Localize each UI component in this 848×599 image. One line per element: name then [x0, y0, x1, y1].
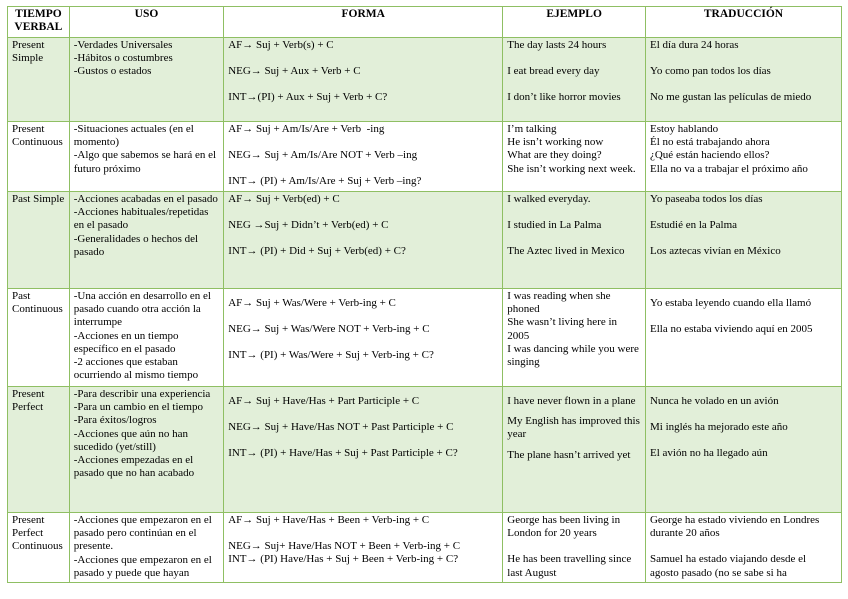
header-uso: USO — [69, 7, 223, 38]
ejemplo-line: She isn’t working next week. — [507, 162, 636, 175]
ejemplo-line: I was reading when she phoned — [507, 290, 614, 316]
ejemplo-cell — [503, 289, 646, 387]
forma-cell — [224, 387, 503, 513]
traduccion-line: Yo paseaba todos los días — [649, 193, 763, 205]
traduccion-line: Ella no va a trabajar el próximo año — [649, 162, 808, 175]
forma-int: INT→ (PI) + Have/Has + Suj + Past Participle + C? — [228, 447, 458, 460]
uso-line: -Situaciones actuales (en el momento) — [73, 123, 197, 149]
ejemplo-line: George has been living in London for 20 years — [507, 514, 623, 540]
uso-cell — [69, 289, 223, 387]
ejemplo-line: What are they doing? — [507, 149, 602, 162]
forma-neg: NEG→ Suj + Aux + Verb + C — [228, 65, 361, 78]
uso-line: -Acciones acabadas en el pasado — [73, 193, 218, 205]
ejemplo-line: The Aztec lived in Mexico — [507, 245, 625, 258]
ejemplo-line: I eat bread every day — [507, 65, 600, 78]
uso-line: -Acciones habituales/repetidas en el pasado — [73, 206, 212, 232]
uso-line: -Acciones empezadas en el pasado que no han acabado — [73, 454, 196, 480]
forma-af: AF→ Suj + Am/Is/Are + Verb -ing — [228, 123, 385, 135]
tense-cell: Present Perfect — [8, 387, 70, 513]
forma-cell — [224, 122, 503, 192]
uso-line: -Acciones que aún no han sucedido (yet/still) — [73, 427, 191, 453]
ejemplo-cell — [503, 192, 646, 289]
forma-int: INT→ (PI) + Was/Were + Suj + Verb-ing + C? — [228, 349, 434, 362]
table-row — [8, 38, 842, 122]
traduccion-line: El avión no ha llegado aún — [649, 447, 768, 460]
uso-line: -Generalidades o hechos del pasado — [73, 232, 201, 258]
header-traduccion: TRADUCCIÓN — [645, 7, 841, 38]
ejemplo-line: I’m talking — [507, 123, 557, 135]
traduccion-cell — [645, 38, 841, 122]
traduccion-line: Yo estaba leyendo cuando ella llamó — [649, 297, 812, 309]
header-forma: FORMA — [224, 7, 503, 38]
uso-cell — [69, 192, 223, 289]
traduccion-cell — [645, 122, 841, 192]
uso-line: -Una acción en desarrollo en el pasado cuando otra acción la interrumpe — [73, 290, 214, 329]
traduccion-line: Samuel ha estado viajando desde el agosto pasado (no se sabe si ha — [649, 553, 809, 579]
forma-af: AF→ Suj + Verb(ed) + C — [228, 193, 340, 205]
traduccion-line: ¿Qué están haciendo ellos? — [649, 149, 770, 162]
traduccion-line: Estudié en la Palma — [649, 219, 738, 232]
traduccion-cell — [645, 289, 841, 387]
forma-af: AF→ Suj + Have/Has + Been + Verb-ing + C — [228, 514, 430, 526]
table-row — [8, 122, 842, 192]
traduccion-line: No me gustan las películas de miedo — [649, 91, 812, 104]
traduccion-cell — [645, 387, 841, 513]
ejemplo-cell — [503, 122, 646, 192]
tense-cell: Past Simple — [8, 192, 70, 289]
ejemplo-line: I walked everyday. — [507, 193, 591, 205]
verb-tenses-table — [7, 6, 842, 583]
tense-cell: Present Simple — [8, 38, 70, 122]
forma-cell — [224, 289, 503, 387]
forma-neg: NEG→ Suj + Am/Is/Are NOT + Verb –ing — [228, 149, 418, 162]
traduccion-line: Yo como pan todos los días — [649, 65, 771, 78]
ejemplo-line: I don’t like horror movies — [507, 91, 621, 104]
traduccion-line: Estoy hablando — [649, 123, 719, 135]
forma-cell — [224, 38, 503, 122]
forma-neg: NEG→ Suj+ Have/Has NOT + Been + Verb-ing + C — [228, 540, 461, 553]
tense-cell: Present Perfect Continuous — [8, 513, 70, 583]
tense-cell: Past Continuous — [8, 289, 70, 387]
uso-line: -2 acciones que estaban ocurriendo al mismo tiempo — [73, 356, 199, 382]
uso-line: -Para describir una experiencia — [73, 388, 211, 400]
ejemplo-line: I have never flown in a plane — [507, 395, 636, 407]
table-row — [8, 289, 842, 387]
traduccion-line: Ella no estaba viviendo aquí en 2005 — [649, 323, 813, 336]
table-row — [8, 387, 842, 513]
traduccion-line: George ha estado viviendo en Londres durante 20 años — [649, 514, 823, 540]
uso-line: -Algo que sabemos se hará en el futuro próximo — [73, 149, 219, 175]
ejemplo-line: He has been travelling since last August — [507, 553, 635, 579]
forma-cell — [224, 513, 503, 583]
header-row — [8, 7, 842, 38]
traduccion-line: Él no está trabajando ahora — [649, 136, 770, 149]
ejemplo-cell — [503, 387, 646, 513]
table-row — [8, 513, 842, 583]
forma-int: INT→ (PI) + Did + Suj + Verb(ed) + C? — [228, 245, 406, 258]
uso-line: -Para éxitos/logros — [73, 414, 157, 427]
traduccion-line: Los aztecas vivían en México — [649, 245, 781, 258]
ejemplo-cell — [503, 38, 646, 122]
forma-af: AF→ Suj + Have/Has + Part Participle + C — [228, 395, 420, 407]
uso-cell — [69, 387, 223, 513]
forma-neg: NEG →Suj + Didn’t + Verb(ed) + C — [228, 219, 389, 232]
uso-cell — [69, 513, 223, 583]
traduccion-line: Nunca he volado en un avión — [649, 395, 779, 407]
tense-cell: Present Continuous — [8, 122, 70, 192]
ejemplo-line: The day lasts 24 hours — [507, 39, 607, 51]
header-ejemplo: EJEMPLO — [503, 7, 646, 38]
ejemplo-line: He isn’t working now — [507, 136, 604, 149]
uso-cell — [69, 38, 223, 122]
traduccion-cell — [645, 192, 841, 289]
grammar-table-container — [7, 6, 842, 588]
forma-af: AF→ Suj + Was/Were + Verb-ing + C — [228, 297, 396, 309]
uso-cell — [69, 122, 223, 192]
ejemplo-line: I was dancing while you were singing — [507, 342, 642, 369]
forma-int: INT→ (PI) Have/Has + Suj + Been + Verb-ing + C? — [228, 553, 459, 566]
table-row — [8, 192, 842, 289]
forma-af: AF→ Suj + Verb(s) + C — [228, 39, 334, 51]
uso-line: -Gustos o estados — [73, 65, 152, 78]
ejemplo-line: My English has improved this year — [507, 415, 643, 441]
ejemplo-line: The plane hasn’t arrived yet — [507, 448, 631, 461]
uso-line: -Para un cambio en el tiempo — [73, 401, 203, 414]
forma-int: INT→ (PI) + Am/Is/Are + Suj + Verb –ing? — [228, 175, 422, 188]
uso-line: -Acciones que empezaron en el pasado y puede que hayan — [73, 553, 215, 579]
uso-line: -Hábitos o costumbres — [73, 52, 173, 65]
uso-line: -Acciones en un tiempo específico en el pasado — [73, 329, 182, 355]
header-tiempo-verbal: TIEMPO VERBAL — [8, 7, 70, 38]
forma-neg: NEG→ Suj + Was/Were NOT + Verb-ing + C — [228, 323, 430, 336]
forma-neg: NEG→ Suj + Have/Has NOT + Past Participle + C — [228, 421, 454, 434]
ejemplo-line: She wasn’t living here in 2005 — [507, 316, 620, 342]
forma-int: INT→(PI) + Aux + Suj + Verb + C? — [228, 91, 388, 104]
traduccion-line: Mi inglés ha mejorado este año — [649, 421, 788, 434]
ejemplo-cell — [503, 513, 646, 583]
traduccion-cell — [645, 513, 841, 583]
traduccion-line: El día dura 24 horas — [649, 39, 739, 51]
uso-line: -Verdades Universales — [73, 39, 173, 51]
ejemplo-line: I studied in La Palma — [507, 219, 602, 232]
uso-line: -Acciones que empezaron en el pasado pero continúan en el presente. — [73, 514, 215, 553]
forma-cell — [224, 192, 503, 289]
